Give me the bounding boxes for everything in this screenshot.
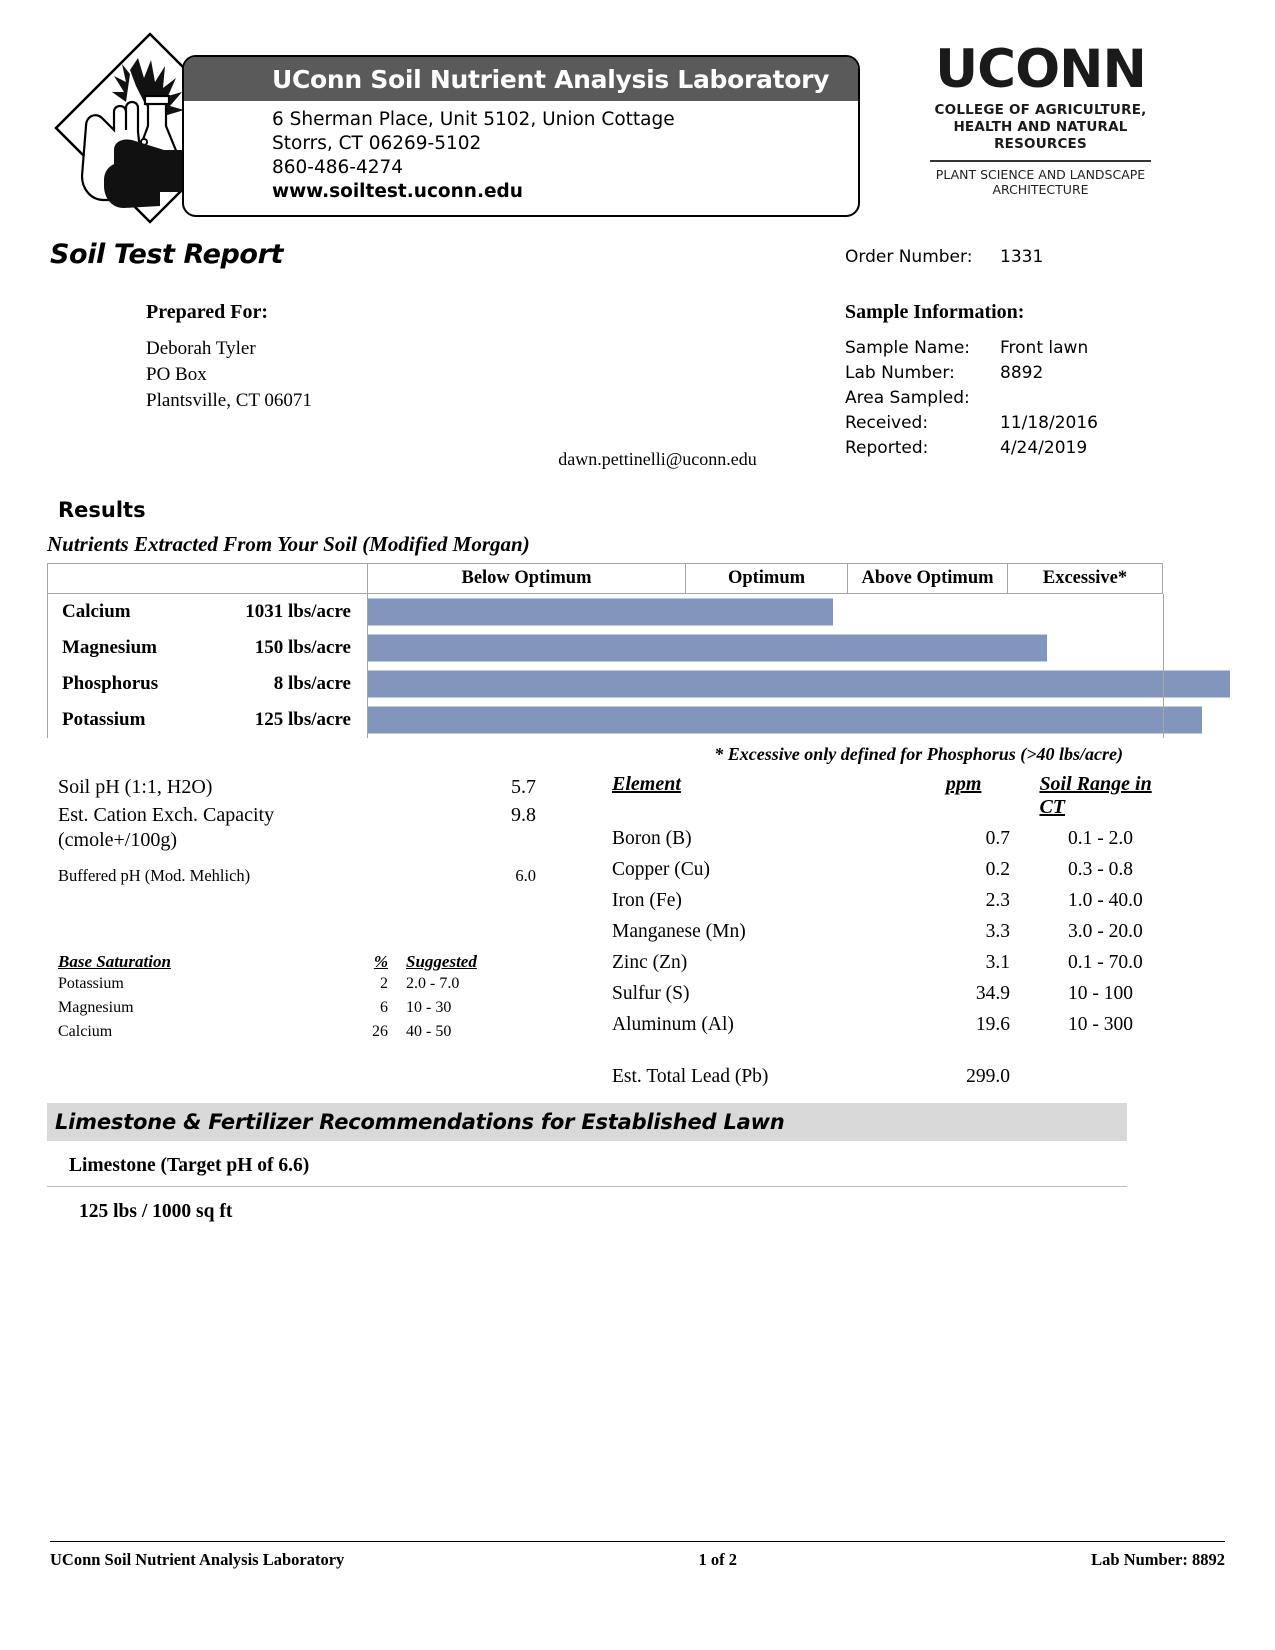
reported-label: Reported: bbox=[845, 438, 929, 458]
sample-info-row bbox=[845, 336, 1098, 361]
base-saturation-percent: 6 bbox=[380, 998, 388, 1016]
college-line-3: RESOURCES bbox=[994, 136, 1087, 152]
report-title-row bbox=[0, 239, 1275, 285]
table-row bbox=[48, 594, 1163, 630]
lab-number-label: Lab Number: bbox=[845, 363, 955, 383]
sample-name-value: Front lawn bbox=[1000, 338, 1089, 358]
soil-ph-row bbox=[58, 773, 568, 801]
sample-information-block bbox=[845, 301, 1098, 461]
element-ppm: 0.7 bbox=[985, 827, 1010, 849]
base-saturation-percent: 26 bbox=[372, 1022, 388, 1040]
table-row bbox=[612, 1009, 1172, 1040]
customer-city-state-zip: Plantsville, CT 06071 bbox=[146, 390, 312, 411]
department-line-1: PLANT SCIENCE AND LANDSCAPE bbox=[935, 167, 1146, 182]
base-saturation-name: Calcium bbox=[58, 1022, 113, 1040]
base-saturation-name: Magnesium bbox=[58, 998, 134, 1016]
element-ppm: 3.1 bbox=[985, 951, 1010, 973]
nutrient-bar-potassium bbox=[368, 706, 1202, 733]
base-saturation-suggested: 2.0 - 7.0 bbox=[406, 974, 460, 992]
lab-phone: 860-486-4274 bbox=[272, 157, 404, 178]
table-row bbox=[612, 823, 1172, 854]
base-saturation-suggested: 40 - 50 bbox=[406, 1022, 452, 1040]
nutrient-label-cell bbox=[48, 666, 368, 702]
soil-ph-value: 5.7 bbox=[511, 775, 536, 798]
page-title: Soil Test Report bbox=[50, 239, 283, 270]
college-line-1: COLLEGE OF AGRICULTURE, bbox=[934, 102, 1147, 118]
soil-ph-label: Soil pH (1:1, H2O) bbox=[58, 775, 213, 798]
lead-value: 299.0 bbox=[966, 1065, 1010, 1087]
soil-measurements-column bbox=[58, 773, 568, 1044]
element-name: Sulfur (S) bbox=[612, 982, 690, 1004]
base-saturation-percent: 2 bbox=[380, 974, 388, 992]
nutrient-label-cell bbox=[48, 702, 368, 738]
received-label: Received: bbox=[845, 413, 929, 433]
lab-address-line-2: Storrs, CT 06269-5102 bbox=[272, 133, 482, 154]
buffered-ph-row bbox=[58, 866, 568, 886]
lab-address-line-1: 6 Sherman Place, Unit 5102, Union Cottage bbox=[272, 109, 675, 130]
table-row bbox=[58, 996, 528, 1020]
sample-info-row bbox=[845, 386, 1098, 411]
ppm-header: ppm bbox=[945, 772, 982, 795]
excessive-footnote: * Excessive only defined for Phosphorus (>40 lbs/acre) bbox=[714, 743, 1123, 764]
cec-value: 9.8 bbox=[511, 803, 536, 826]
table-row bbox=[58, 1020, 528, 1044]
nutrients-subheading: Nutrients Extracted From Your Soil (Modified Morgan) bbox=[47, 532, 530, 556]
order-number-row bbox=[845, 247, 1043, 267]
lab-number-value: 8892 bbox=[1000, 363, 1044, 383]
university-logo bbox=[918, 39, 1163, 197]
buffered-ph-label: Buffered pH (Mod. Mehlich) bbox=[58, 865, 251, 885]
customer-and-sample-info bbox=[0, 301, 1275, 476]
nutrient-bar-magnesium bbox=[368, 634, 1047, 661]
nutrient-name: Calcium bbox=[62, 600, 131, 622]
order-number-value: 1331 bbox=[1000, 247, 1044, 267]
sample-info-row bbox=[845, 411, 1098, 436]
nutrient-value: 1031 lbs/acre bbox=[245, 600, 351, 622]
nutrient-value: 150 lbs/acre bbox=[254, 636, 351, 658]
element-range: 1.0 - 40.0 bbox=[1068, 889, 1143, 911]
limestone-heading: Limestone (Target pH of 6.6) bbox=[69, 1154, 310, 1176]
nutrient-bar-cell bbox=[368, 702, 1163, 738]
element-name: Iron (Fe) bbox=[612, 889, 682, 911]
nutrient-name: Phosphorus bbox=[62, 672, 159, 694]
lab-name: UConn Soil Nutrient Analysis Laboratory bbox=[272, 64, 830, 94]
footer-lab-number: Lab Number: 8892 bbox=[1091, 1550, 1225, 1569]
element-ppm: 19.6 bbox=[975, 1013, 1010, 1035]
element-range: 0.3 - 0.8 bbox=[1068, 858, 1133, 880]
base-saturation-header-row bbox=[58, 952, 528, 972]
element-name: Zinc (Zn) bbox=[612, 951, 688, 973]
nutrient-value: 125 lbs/acre bbox=[254, 708, 351, 730]
prepared-for-heading: Prepared For: bbox=[146, 301, 269, 323]
element-ppm: 2.3 bbox=[985, 889, 1010, 911]
table-row bbox=[612, 916, 1172, 947]
element-ppm: 3.3 bbox=[985, 920, 1010, 942]
lead-row bbox=[612, 1066, 1172, 1088]
lab-address-box bbox=[182, 55, 860, 217]
element-name: Aluminum (Al) bbox=[612, 1013, 734, 1035]
element-ppm: 0.2 bbox=[985, 858, 1010, 880]
limestone-section-header bbox=[47, 1155, 1127, 1187]
elements-table bbox=[612, 773, 1172, 1088]
percent-header: % bbox=[373, 951, 388, 971]
table-row bbox=[612, 885, 1172, 916]
element-range: 10 - 100 bbox=[1068, 982, 1133, 1004]
order-number-label: Order Number: bbox=[845, 247, 973, 267]
lab-contact-lines bbox=[184, 101, 858, 204]
college-line-2: HEALTH AND NATURAL bbox=[953, 119, 1128, 135]
table-row bbox=[48, 630, 1163, 666]
recommendations-banner bbox=[47, 1103, 1127, 1141]
prepared-for-block bbox=[146, 301, 312, 414]
report-header bbox=[0, 0, 1275, 235]
element-name: Manganese (Mn) bbox=[612, 920, 746, 942]
nutrient-table-header-row bbox=[48, 564, 1163, 594]
sample-info-row bbox=[845, 361, 1098, 386]
footer-page-number: 1 of 2 bbox=[698, 1550, 737, 1569]
soil-range-header: Soil Range in CT bbox=[1039, 772, 1152, 818]
table-row bbox=[48, 702, 1163, 738]
department-line-2: ARCHITECTURE bbox=[992, 182, 1089, 197]
element-name: Copper (Cu) bbox=[612, 858, 711, 880]
sample-information-heading: Sample Information: bbox=[845, 301, 1025, 323]
limestone-recommendation-value: 125 lbs / 1000 sq ft bbox=[79, 1200, 233, 1222]
reported-value: 4/24/2019 bbox=[1000, 438, 1088, 458]
received-value: 11/18/2016 bbox=[1000, 413, 1098, 433]
logo-divider bbox=[930, 160, 1151, 162]
table-row bbox=[48, 666, 1163, 702]
buffered-ph-value: 6.0 bbox=[515, 865, 536, 885]
zone-header-excessive: Excessive* bbox=[1008, 564, 1163, 594]
nutrient-value: 8 lbs/acre bbox=[273, 672, 351, 694]
customer-name: Deborah Tyler bbox=[146, 338, 256, 359]
table-row bbox=[612, 854, 1172, 885]
customer-address: PO Box bbox=[146, 364, 207, 385]
contact-email[interactable]: dawn.pettinelli@uconn.edu bbox=[558, 449, 757, 469]
nutrient-label-cell bbox=[48, 630, 368, 666]
lab-name-bar bbox=[184, 57, 858, 101]
zone-header-optimum: Optimum bbox=[686, 564, 848, 594]
sample-name-label: Sample Name: bbox=[845, 338, 971, 358]
suggested-header: Suggested bbox=[406, 951, 477, 971]
page-footer bbox=[50, 1541, 1225, 1570]
base-saturation-name: Potassium bbox=[58, 974, 124, 992]
nutrient-name: Potassium bbox=[62, 708, 146, 730]
zone-header-blank bbox=[48, 564, 368, 594]
base-saturation-suggested: 10 - 30 bbox=[406, 998, 452, 1016]
nutrient-bar-chart-table bbox=[47, 563, 1163, 738]
element-range: 0.1 - 2.0 bbox=[1068, 827, 1133, 849]
element-name: Boron (B) bbox=[612, 827, 692, 849]
element-ppm: 34.9 bbox=[975, 982, 1010, 1004]
elements-header-row bbox=[612, 773, 1172, 819]
base-saturation-table bbox=[58, 952, 528, 1044]
nutrient-bar-phosphorus bbox=[368, 670, 1230, 697]
nutrient-bar-cell bbox=[368, 630, 1163, 666]
table-row bbox=[612, 978, 1172, 1009]
nutrient-label-cell bbox=[48, 594, 368, 630]
lead-label: Est. Total Lead (Pb) bbox=[612, 1065, 769, 1087]
nutrient-bar-cell bbox=[368, 666, 1163, 702]
table-row bbox=[58, 972, 528, 996]
element-range: 3.0 - 20.0 bbox=[1068, 920, 1143, 942]
base-saturation-header: Base Saturation bbox=[58, 951, 171, 971]
nutrient-bar-cell bbox=[368, 594, 1163, 630]
uconn-wordmark: UCONN bbox=[935, 39, 1146, 100]
element-range: 0.1 - 70.0 bbox=[1068, 951, 1143, 973]
nutrient-bar-calcium bbox=[368, 598, 833, 625]
lab-website[interactable]: www.soiltest.uconn.edu bbox=[272, 181, 523, 202]
zone-header-below-optimum: Below Optimum bbox=[368, 564, 686, 594]
cec-units: (cmole+/100g) bbox=[58, 828, 178, 851]
results-heading: Results bbox=[58, 498, 146, 522]
element-range: 10 - 300 bbox=[1068, 1013, 1133, 1035]
cec-row bbox=[58, 801, 568, 829]
nutrient-name: Magnesium bbox=[62, 636, 157, 658]
table-row bbox=[612, 947, 1172, 978]
cec-label: Est. Cation Exch. Capacity bbox=[58, 803, 275, 826]
soil-data-columns bbox=[0, 773, 1275, 1103]
recommendations-title: Limestone & Fertilizer Recommendations for Established Lawn bbox=[55, 1109, 785, 1134]
area-sampled-label: Area Sampled: bbox=[845, 388, 970, 408]
zone-header-above-optimum: Above Optimum bbox=[848, 564, 1008, 594]
footer-lab-name: UConn Soil Nutrient Analysis Laboratory bbox=[50, 1550, 345, 1569]
element-header: Element bbox=[612, 772, 681, 795]
